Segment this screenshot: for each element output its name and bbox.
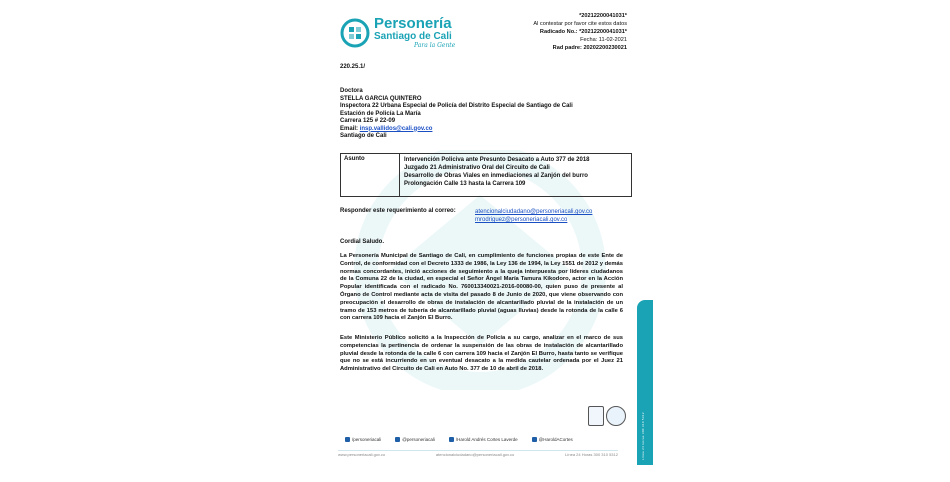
recipient-address: Carrera 125 # 22-09 bbox=[340, 118, 396, 124]
radicado-block bbox=[533, 12, 627, 52]
responder-label: Responder este requerimiento al correo: bbox=[340, 208, 456, 214]
social-twitter-label: @personeriacali bbox=[402, 437, 435, 442]
certification-seal-icon bbox=[588, 406, 604, 426]
certification-seals bbox=[588, 406, 626, 426]
recipient-block bbox=[340, 88, 573, 141]
recipient-station: Estación de Policía La María bbox=[340, 110, 421, 117]
recipient-title: Doctora bbox=[340, 88, 363, 94]
asunto-table bbox=[340, 153, 632, 197]
asunto-line: Juzgado 21 Administrativo Oral del Circuito de Cali bbox=[404, 165, 550, 171]
footer-contact-strip bbox=[338, 450, 618, 460]
body-paragraph: Este Ministerio Público solicitó a la Inspección de Policía a su cargo, analizar en el marco de sus competencias la pertinencia de ordenar la suspensión de las obras de instalación de alcantarillado pluvial desde la rotonda de la calle 6 con carrera 109 hacia el Zanjón El Burro, hasta tanto se verifique que no se está incurriendo en un eventual desacato a la medida cautelar ordenada por el Juez 21 Administrativo del Circuito de Cali en Auto No. 377 de 10 de abril de 2018. bbox=[340, 335, 623, 373]
certification-seal-icon bbox=[606, 406, 626, 426]
asunto-line: Intervención Policiva ante Presunto Desacato a Auto 377 de 2018 bbox=[404, 157, 590, 163]
facebook-icon bbox=[345, 437, 350, 442]
facebook-icon bbox=[449, 437, 454, 442]
responder-email-link[interactable]: atencionalciudadano@personeriacali.gov.co bbox=[475, 209, 593, 215]
radicado-top: *20212200041031* bbox=[579, 13, 627, 19]
logo-subtitle: Santiago de Cali bbox=[374, 31, 452, 42]
body-paragraph: La Personería Municipal de Santiago de Cali, en cumplimiento de funciones propias de este Ente de Control, de conformidad con el Decreto 1333 de 1986, la Ley 136 de 1994, la Ley 1551 de 2012 y demás normas concordantes, inició acciones de seguimiento a la queja interpuesta por líderes ciudadanos de la Comuna 22 de la ciudad, en especial el Señor Ángel María Tamura Kikodoro, actor en la Acción Popular identificada con el radicado No. 760013340021-2016-00080-00, quien puso de presente al Órgano de Control mediante acta de visita del pasado 8 de Junio de 2020, que viene observando con preocupación el desarrollo de obras de instalación de alcantarillado pluvial de la instalación de un tramo de 153 metros de tubería de alcantarillado pluvial (aguas lluvias) desde la rotonda de la calle 6 con carrera 109 hacia el Zanjón El Burro. bbox=[340, 253, 623, 322]
asunto-lines bbox=[400, 154, 594, 196]
fecha-line: Fecha: 11-02-2021 bbox=[580, 37, 627, 43]
footer-website[interactable]: www.personeriacali.gov.co bbox=[338, 452, 386, 457]
recipient-role: Inspectora 22 Urbana Especial de Policía del Distrito Especial de Santiago de Cali bbox=[340, 103, 573, 109]
recipient-email-row bbox=[340, 126, 573, 134]
twitter-icon bbox=[395, 437, 400, 442]
side-band-text: Línea 24 Horas 300 310 5312 bbox=[641, 412, 645, 460]
social-facebook-person[interactable] bbox=[449, 437, 518, 442]
footer-email[interactable]: atencionalciudadano@personeriacali.gov.co bbox=[435, 452, 515, 457]
social-facebook-label: /personeriacali bbox=[352, 437, 382, 442]
social-links bbox=[345, 437, 573, 442]
rad-padre-line: Rad padre: 20202200230021 bbox=[552, 45, 627, 51]
asunto-line: Prolongación Calle 13 hasta la Carrera 109 bbox=[404, 181, 526, 187]
reference-code: 220.25.1/ bbox=[340, 64, 366, 70]
recipient-email-link[interactable]: insp.vallidos@cali.gov.co bbox=[359, 125, 433, 132]
personeria-logo bbox=[340, 16, 455, 49]
asunto-line: Desarrollo de Obras Viales en inmediaciones al Zanjón del burro bbox=[404, 173, 588, 179]
social-twitter[interactable] bbox=[395, 437, 435, 442]
responder-emails bbox=[475, 208, 592, 224]
social-facebook[interactable] bbox=[345, 437, 381, 442]
recipient-email-label: Email: bbox=[340, 125, 360, 132]
cite-note: Al contestar por favor cite estos datos bbox=[533, 21, 627, 27]
footer-phone: Línea 24 Horas 300 310 5312 bbox=[565, 452, 618, 457]
salutation: Cordial Saludo. bbox=[340, 239, 385, 245]
personeria-logo-icon bbox=[340, 18, 370, 48]
logo-tagline: Para la Gente bbox=[414, 42, 456, 49]
social-twitter-person[interactable] bbox=[532, 437, 573, 442]
asunto-label: Asunto bbox=[341, 154, 400, 196]
recipient-name: STELLA GARCIA QUINTERO bbox=[340, 95, 422, 102]
letter-page bbox=[290, 0, 655, 470]
radicado-line: Radicado No.: *20212200041031* bbox=[539, 29, 627, 35]
responder-email-link[interactable]: mrodriguez@personeriacali.gov.co bbox=[475, 217, 568, 223]
recipient-city: Santiago de Cali bbox=[340, 133, 387, 139]
social-twitter-person-label: @HaroldACortes bbox=[538, 437, 573, 442]
logo-title: Personería bbox=[374, 15, 452, 32]
social-facebook-person-label: /Harold Andrés Cortes Laverde bbox=[455, 437, 518, 442]
twitter-icon bbox=[532, 437, 537, 442]
